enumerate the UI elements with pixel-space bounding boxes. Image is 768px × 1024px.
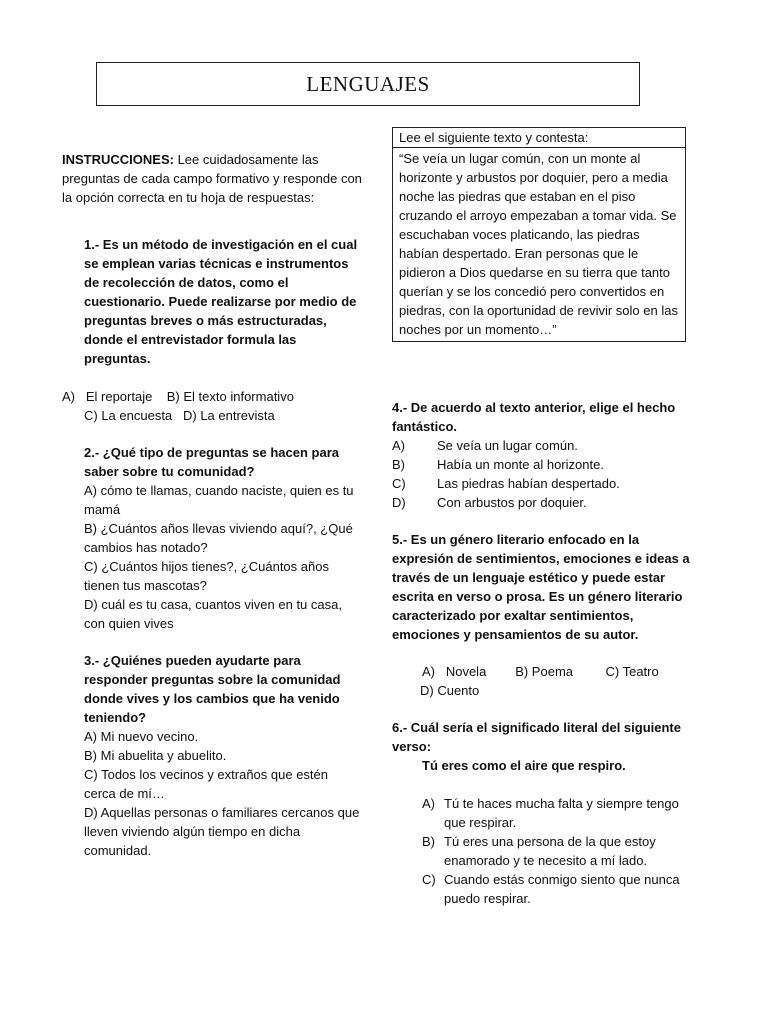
option-text: Se veía un lugar común.	[437, 438, 578, 453]
question-3-option-d[interactable]: D) Aquellas personas o familiares cercanos que lleven viviendo algún tiempo en dicha comunidad.	[84, 805, 360, 858]
option-text: Había un monte al horizonte.	[437, 457, 604, 472]
question-5	[392, 530, 704, 700]
question-2-option-b[interactable]: B) ¿Cuántos años llevas viviendo aquí?, ¿Qué cambios has notado?	[84, 521, 353, 555]
right-column	[392, 127, 704, 908]
option-text: Tú te haces mucha falta y siempre tengo que respirar.	[444, 796, 679, 830]
question-1-options-line1[interactable]: A) El reportaje B) El texto informativo	[62, 389, 294, 404]
option-letter: C)	[422, 872, 436, 887]
question-2	[84, 443, 362, 633]
question-3-option-b[interactable]: B) Mi abuelita y abuelito.	[84, 748, 227, 763]
question-3-option-a[interactable]: A) Mi nuevo vecino.	[84, 729, 199, 744]
question-6-option-c[interactable]	[422, 870, 704, 908]
option-letter: C)	[392, 476, 406, 491]
instructions-text: Lee cuidadosamente las preguntas de cada campo formativo y responde con la opción correcta en tu hoja de respuestas:	[62, 152, 362, 205]
title-box	[96, 62, 640, 106]
option-text: Las piedras habían despertado.	[437, 476, 620, 491]
question-4	[392, 398, 704, 512]
question-5-options-line2[interactable]: D) Cuento	[420, 683, 480, 698]
option-text: Cuando estás conmigo siento que nunca puedo respirar.	[444, 872, 680, 906]
question-1-text: 1.- Es un método de investigación en el cual se emplean varias técnicas e instrumentos de recolección de datos, como el cuestionario. Puede realizarse por medio de preguntas breves o más estructuradas, donde el entrevistador formula las preguntas.	[84, 237, 358, 366]
option-text: Tú eres una persona de la que estoy enamorado y te necesito a mí lado.	[444, 834, 656, 868]
option-letter: D)	[392, 495, 406, 510]
question-2-text: 2.- ¿Qué tipo de preguntas se hacen para saber sobre tu comunidad?	[84, 445, 340, 479]
question-2-option-c[interactable]: C) ¿Cuántos hijos tienes?, ¿Cuántos años tienen tus mascotas?	[84, 559, 329, 593]
question-4-option-d[interactable]	[392, 493, 704, 512]
question-4-text: 4.- De acuerdo al texto anterior, elige el hecho fantástico.	[392, 400, 676, 434]
question-1	[62, 235, 362, 425]
question-3-text: 3.- ¿Quiénes pueden ayudarte para responder preguntas sobre la comunidad donde vives y los cambios que ha venido teniendo?	[84, 653, 341, 725]
question-5-text: 5.- Es un género literario enfocado en la expresión de sentimientos, emociones e ideas a través de un lenguaje estético y puede estar escrita en verso o prosa. Es un género literario caracterizado por exaltar sentimientos, emociones y pensamientos de su autor.	[392, 532, 690, 642]
question-1-options-line2[interactable]: C) La encuesta D) La entrevista	[84, 408, 275, 423]
question-6-option-a[interactable]	[422, 794, 704, 832]
instructions	[62, 150, 362, 207]
question-2-option-a[interactable]: A) cómo te llamas, cuando naciste, quien es tu mamá	[84, 483, 354, 517]
option-letter: A)	[422, 796, 435, 811]
question-6-text: 6.- Cuál sería el significado literal del siguiente verso:	[392, 720, 681, 754]
question-2-option-d[interactable]: D) cuál es tu casa, cuantos viven en tu casa, con quien vives	[84, 597, 342, 631]
question-4-option-c[interactable]	[392, 474, 704, 493]
option-text: Con arbustos por doquier.	[437, 495, 587, 510]
question-6-verse: Tú eres como el aire que respiro.	[422, 758, 626, 773]
left-column	[62, 150, 362, 878]
question-5-options-line1[interactable]: A) Novela B) Poema C) Teatro	[422, 664, 659, 679]
question-4-option-a[interactable]	[392, 436, 704, 455]
question-3-option-c[interactable]: C) Todos los vecinos y extraños que estén cerca de mí…	[84, 767, 329, 801]
question-4-option-b[interactable]	[392, 455, 704, 474]
reading-header: Lee el siguiente texto y contesta:	[393, 128, 685, 148]
question-6-option-b[interactable]	[422, 832, 704, 870]
question-6-options	[422, 794, 704, 908]
reading-text: “Se veía un lugar común, con un monte al horizonte y arbustos por doquier, pero a media noche las piedras que estaban en el piso cruzando el arroyo empezaban a tomar vida. Se escuchaban voces platicando, las piedras habían despertado. Eran personas que le pidieron a Dios quedarse en su tierra que tanto querían y se los concedió pero convertidos en piedras, con la oportunidad de revivir solo en las noches por un momento…”	[399, 151, 678, 337]
option-letter: B)	[422, 834, 435, 849]
instructions-label: INSTRUCCIONES:	[62, 152, 174, 167]
reading-box	[392, 127, 686, 342]
page-title: LENGUAJES	[306, 71, 430, 96]
question-3	[84, 651, 362, 860]
question-6	[392, 718, 704, 908]
option-letter: A)	[392, 438, 405, 453]
option-letter: B)	[392, 457, 405, 472]
